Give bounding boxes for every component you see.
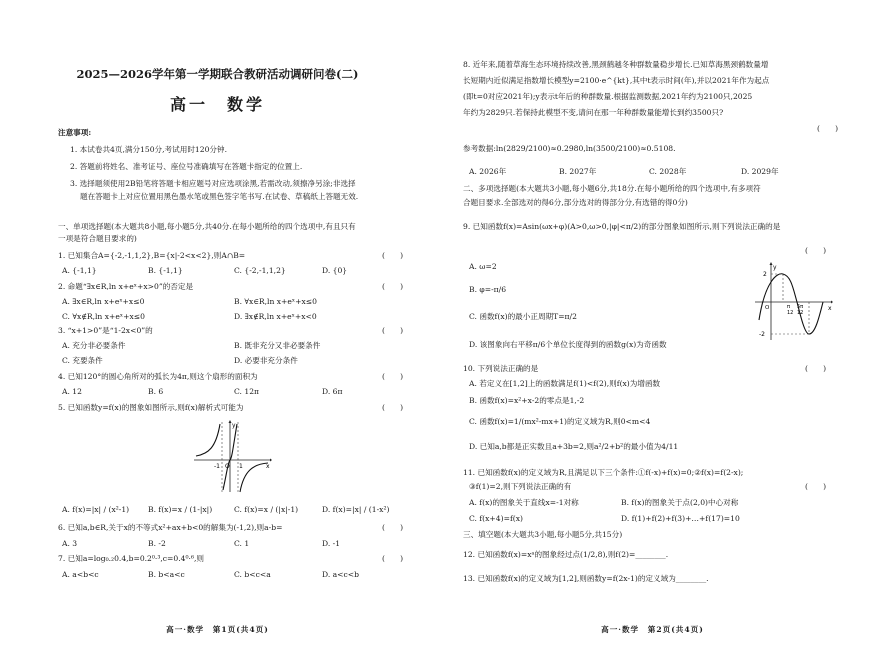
option: C. 函数f(x)的最小正周期T=π/2 xyxy=(469,312,577,321)
option: C. {-2,-1,1,2} xyxy=(234,266,286,275)
question-10: 10. 下列说法正确的是 xyxy=(463,364,539,373)
note-item: 1. 本试卷共4页,满分150分,考试用时120分钟. xyxy=(70,145,228,154)
answer-paren: ( ) xyxy=(382,251,404,260)
question-1: 1. 已知集合A={-2,-1,1,2},B={x|-2<x<2},则A∩B= xyxy=(58,251,246,260)
option: A. ∃x∈R,ln x+eˣ+x≤0 xyxy=(62,297,145,306)
tick-label: 2 xyxy=(763,271,767,278)
note-item: 2. 答题前将姓名、准考证号、座位号准确填写在答题卡指定的位置上. xyxy=(70,162,303,171)
notes-heading: 注意事项: xyxy=(58,128,92,137)
question-7: 7. 已知a=log₀.₂0.4,b=0.2⁰·³,c=0.4⁰·⁶,则 xyxy=(58,554,205,563)
option: A. ω=2 xyxy=(469,262,497,271)
option: B. 既非充分又非必要条件 xyxy=(234,341,321,350)
option: A. 若定义在[1,2]上的函数满足f(1)<f(2),则f(x)为增函数 xyxy=(469,379,661,388)
page-2 xyxy=(435,0,870,652)
option: D. ∃x∉R,ln x+eˣ+x<0 xyxy=(234,312,317,321)
option: B. f(x)的图象关于点(2,0)中心对称 xyxy=(621,498,739,507)
option: A. f(x)的图象关于直线x=-1对称 xyxy=(469,498,579,507)
section-heading: 三、填空题(本大题共3小题,每小题5分,共15分) xyxy=(463,530,623,539)
question-3: 3. “x+1>0”是“1-2x<0”的 xyxy=(58,326,153,335)
exam-title: 2025—2026学年第一学期联合教研活动调研问卷(二) xyxy=(76,67,359,81)
tick-label: -2 xyxy=(759,331,765,338)
page-footer: 高一·数学 第2页(共4页) xyxy=(601,625,704,634)
tick-label: 1 xyxy=(239,463,243,470)
option: C. 函数f(x)=1/(mx²-mx+1)的定义域为R,则0<m<4 xyxy=(469,417,651,426)
option: B. ∀x∈R,ln x+eˣ+x≤0 xyxy=(234,297,317,306)
option: D. a<c<b xyxy=(322,570,360,579)
section-heading: 一、单项选择题(本大题共8小题,每小题5分,共40分.在每小题所给的四个选项中,有且只有 xyxy=(58,222,356,231)
answer-paren: ( ) xyxy=(382,554,404,563)
axis-label: y xyxy=(773,264,777,271)
option: D. 必要非充分条件 xyxy=(234,356,298,365)
option: C. f(x)=x / (|x|-1) xyxy=(234,505,299,514)
option: C. 1 xyxy=(234,539,250,548)
tick-label: π xyxy=(787,304,791,310)
answer-paren: ( ) xyxy=(382,372,404,381)
answer-paren: ( ) xyxy=(805,482,827,491)
answer-paren: ( ) xyxy=(817,124,839,133)
tick-label: 12 xyxy=(787,310,794,316)
reference-data: 参考数据:ln(2829/2100)≈0.2980,ln(3500/2100)≈0.5108. xyxy=(463,144,676,153)
question-5: 5. 已知函数y=f(x)的图象如图所示,则f(x)解析式可能为 xyxy=(58,403,244,412)
option: C. f(x+4)=f(x) xyxy=(469,514,523,523)
question-9: 9. 已知函数f(x)=Asin(ωx+φ)(A>0,ω>0,|φ|<π/2)的部分图象如图所示,则下列说法正确的是 xyxy=(463,222,781,231)
section-heading: 一项是符合题目要求的) xyxy=(58,234,137,243)
option: B. 函数f(x)=x²+x-2的零点是1,-2 xyxy=(469,396,585,405)
option: C. ∀x∉R,ln x+eˣ+x≤0 xyxy=(62,312,145,321)
question-4: 4. 已知120°的圆心角所对的弧长为4π,则这个扇形的面积为 xyxy=(58,372,258,381)
option: D. 6π xyxy=(322,387,343,396)
note-item: 题在答题卡上对应位置用黑色墨水笔或黑色签字笔书写.在试卷、草稿纸上答题无效. xyxy=(80,192,359,201)
option: D. 2029年 xyxy=(741,167,779,176)
option: B. b<a<c xyxy=(148,570,185,579)
option: B. -2 xyxy=(148,539,166,548)
option: D. f(x)=|x| / (1-x²) xyxy=(322,505,390,514)
answer-paren: ( ) xyxy=(382,403,404,412)
page-footer: 高一·数学 第1页(共4页) xyxy=(166,625,269,634)
option: A. f(x)=|x| / (x²-1) xyxy=(62,505,130,514)
option: A. {-1,1} xyxy=(62,266,97,275)
option: D. 已知a,b都是正实数且a+3b=2,则a²/2+b²的最小值为4/11 xyxy=(469,442,679,451)
option: C. 12π xyxy=(234,387,260,396)
section-heading: 二、多项选择题(本大题共3小题,每小题6分,共18分.在每小题所给的四个选项中,有多项符 xyxy=(463,184,761,193)
option: C. 2028年 xyxy=(649,167,687,176)
tick-label: 12 xyxy=(797,310,804,316)
option: A. 12 xyxy=(62,387,82,396)
option: B. 2027年 xyxy=(559,167,597,176)
origin-label: O xyxy=(225,463,230,470)
option: C. b<c<a xyxy=(234,570,271,579)
question-6: 6. 已知a,b∈R,关于x的不等式x²+ax+b<0的解集为(-1,2),则a-b= xyxy=(58,523,283,532)
origin-label: O xyxy=(765,305,770,311)
axis-label: x xyxy=(266,463,270,470)
question-11: 11. 已知函数f(x)的定义域为R,且满足以下三个条件:①f(-x)+f(x)=0;②f(x)=f(2-x); xyxy=(463,468,744,477)
question-8-text: (即t=0对应2021年);y表示t年后的种群数量.根据监测数据,2021年约为2100只,2025 xyxy=(463,92,753,101)
tick-label: 5π xyxy=(797,304,804,310)
option: A. a<b<c xyxy=(62,570,99,579)
answer-paren: ( ) xyxy=(382,326,404,335)
q5-graph xyxy=(192,420,272,494)
answer-paren: ( ) xyxy=(805,246,827,255)
question-8: 8. 近年来,随着草海生态环境持续改善,黑颈鹤越冬种群数量稳步增长.已知草海黑颈鹤数量增 xyxy=(463,60,769,69)
question-2: 2. 命题“∃x∈R,ln x+eˣ+x>0”的否定是 xyxy=(58,282,194,291)
axis-label: x xyxy=(828,305,832,312)
option: B. 6 xyxy=(148,387,164,396)
option: A. 3 xyxy=(62,539,78,548)
answer-paren: ( ) xyxy=(805,364,827,373)
option: A. 充分非必要条件 xyxy=(62,341,126,350)
option: D. -1 xyxy=(322,539,341,548)
note-item: 3. 选择题须使用2B铅笔将答题卡相应题号对应选项涂黑,若需改动,须擦净另涂;非选择 xyxy=(70,179,356,188)
option: D. {0} xyxy=(322,266,348,275)
option: B. f(x)=x / (1-|x|) xyxy=(148,505,213,514)
option: A. 2026年 xyxy=(469,167,507,176)
question-8-text: 年约为2829只.若保持此模型不变,请问在那一年种群数量能增长到约3500只? xyxy=(463,108,724,117)
answer-paren: ( ) xyxy=(382,523,404,532)
answer-paren: ( ) xyxy=(382,282,404,291)
option: B. φ=-π/6 xyxy=(469,285,507,294)
section-heading: 合题目要求.全部选对的得6分,部分选对的得部分分,有选错的得0分) xyxy=(463,198,688,207)
axis-label: y xyxy=(232,422,236,429)
question-11-text: ③f(1)=2,则下列说法正确的有 xyxy=(469,482,572,491)
question-8-text: 长短期内近似满足指数增长模型y=2100·e^{kt},其中t表示时间(年),并以2021年作为起点 xyxy=(463,76,770,85)
option: C. 充要条件 xyxy=(62,356,103,365)
question-13: 13. 已知函数f(x)的定义域为[1,2],则函数y=f(2x-1)的定义域为________. xyxy=(463,574,709,583)
q9-graph xyxy=(753,262,835,342)
question-12: 12. 已知函数f(x)=xᵃ的图象经过点(1/2,8),则f(2)=________. xyxy=(463,550,669,559)
option: D. 该图象向右平移π/6个单位长度得到的函数g(x)为奇函数 xyxy=(469,340,667,349)
subject-title: 高一 数学 xyxy=(169,95,265,114)
option: D. f(1)+f(2)+f(3)+…+f(17)=10 xyxy=(621,514,740,523)
tick-label: -1 xyxy=(214,463,220,470)
option: B. {-1,1} xyxy=(148,266,183,275)
